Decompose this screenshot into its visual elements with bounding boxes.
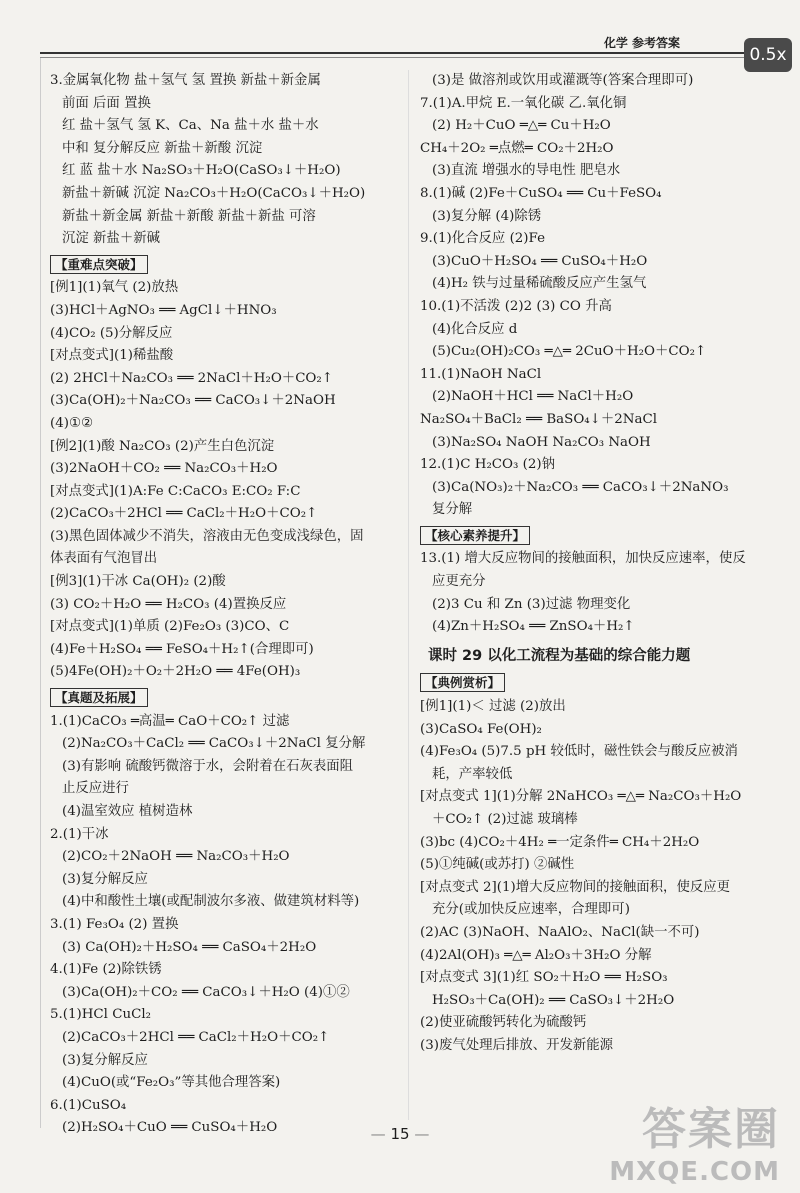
answer-line: (3)Ca(NO₃)₂＋Na₂CO₃ ══ CaCO₃↓＋2NaNO₃ bbox=[432, 479, 729, 495]
header-rule-thin bbox=[40, 57, 760, 58]
answer-line: (3)有影响 硫酸钙微溶于水，会附着在石灰表面阻 bbox=[62, 758, 354, 774]
answer-line: 1.(1)CaCO₃ ═高温═ CaO＋CO₂↑ 过滤 bbox=[50, 713, 290, 729]
answer-line: (4)温室效应 植树造林 bbox=[62, 804, 193, 819]
answer-line: (4)化合反应 d bbox=[432, 321, 518, 337]
answer-line: [对点变式](1)单质 (2)Fe₂O₃ (3)CO、C bbox=[50, 619, 290, 635]
answer-line: 新盐＋新金属 新盐＋新酸 新盐＋新盐 可溶 bbox=[62, 208, 316, 224]
answer-line: (3)CuO＋H₂SO₄ ══ CuSO₄＋H₂O bbox=[432, 253, 648, 269]
answer-line: 前面 后面 置换 bbox=[62, 95, 151, 111]
header-rule bbox=[40, 52, 760, 54]
section-heading: 【真题及拓展】 bbox=[50, 688, 148, 707]
answer-line: (2)Na₂CO₃＋CaCl₂ ══ CaCO₃↓＋2NaCl 复分解 bbox=[62, 736, 366, 752]
left-column bbox=[50, 70, 400, 1140]
answer-line: (2)AC (3)NaOH、NaAlO₂、NaCl(缺一不可) bbox=[420, 924, 700, 940]
answer-line: (3)bc (4)CO₂＋4H₂ ═一定条件═ CH₄＋2H₂O bbox=[420, 834, 700, 850]
answer-line: (2)H₂SO₄＋CuO ══ CuSO₄＋H₂O bbox=[62, 1120, 278, 1136]
answer-line: (3)Ca(OH)₂＋CO₂ ══ CaCO₃↓＋H₂O (4)①② bbox=[62, 984, 350, 1000]
answer-line: (2)CO₂＋2NaOH ══ Na₂CO₃＋H₂O bbox=[62, 849, 290, 865]
answer-line: 13.(1) 增大反应物间的接触面积，加快反应速率，使反 bbox=[420, 551, 746, 567]
answer-line: 体表面有气泡冒出 bbox=[50, 551, 158, 567]
answer-line: (4)Fe＋H₂SO₄ ══ FeSO₄＋H₂↑(合理即可) bbox=[50, 641, 314, 657]
page-header bbox=[40, 34, 760, 56]
watermark-logo: 答案圈 bbox=[642, 1104, 780, 1155]
section-heading-wrap bbox=[420, 522, 765, 549]
section-heading: 【典例赏析】 bbox=[420, 673, 505, 692]
answer-line: (3)Na₂SO₄ NaOH Na₂CO₃ NaOH bbox=[432, 434, 651, 450]
answer-line: 红 蓝 盐＋水 Na₂SO₃＋H₂O(CaSO₃↓＋H₂O) bbox=[62, 163, 341, 179]
answer-line: [对点变式 2](1)增大反应物间的接触面积，使反应更 bbox=[420, 879, 731, 895]
answer-line: (2)3 Cu 和 Zn (3)过滤 物理变化 bbox=[432, 596, 631, 612]
answer-line: 6.(1)CuSO₄ bbox=[50, 1097, 127, 1113]
answer-line: (5)Cu₂(OH)₂CO₃ ═△═ 2CuO＋H₂O＋CO₂↑ bbox=[432, 344, 707, 360]
answer-line: 10.(1)不活泼 (2)2 (3) CO 升高 bbox=[420, 298, 612, 314]
header-title: 化学 参考答案 bbox=[603, 36, 680, 50]
answer-line: [例2](1)酸 Na₂CO₃ (2)产生白色沉淀 bbox=[50, 438, 275, 454]
answer-line: (5)①纯碱(或苏打) ②碱性 bbox=[420, 857, 575, 873]
answer-line: ＋CO₂↑ (2)过滤 玻璃棒 bbox=[432, 812, 578, 827]
answer-line: (4)CuO(或“Fe₂O₃”等其他合理答案) bbox=[62, 1075, 281, 1091]
answer-line: 复分解 bbox=[432, 502, 473, 518]
answer-line: [对点变式](1)A:Fe C:CaCO₃ E:CO₂ F:C bbox=[50, 483, 301, 499]
answer-line: 新盐＋新碱 沉淀 Na₂CO₃＋H₂O(CaCO₃↓＋H₂O) bbox=[62, 185, 366, 201]
answer-line: (2)使亚硫酸钙转化为硫酸钙 bbox=[420, 1015, 587, 1031]
answer-line: (3)复分解 (4)除锈 bbox=[432, 208, 542, 224]
answer-line: (3)复分解反应 bbox=[62, 871, 148, 887]
section-heading-wrap bbox=[50, 251, 400, 278]
answer-line: 红 盐＋氢气 氢 K、Ca、Na 盐＋水 盐＋水 bbox=[62, 118, 319, 134]
watermark bbox=[609, 1093, 780, 1187]
section-heading: 【核心素养提升】 bbox=[420, 526, 530, 545]
answer-line: 9.(1)化合反应 (2)Fe bbox=[420, 231, 546, 247]
answer-line: (4)H₂ 铁与过量稀硫酸反应产生氢气 bbox=[432, 276, 647, 292]
answer-line: (2) H₂＋CuO ═△═ Cu＋H₂O bbox=[432, 118, 611, 134]
column-divider bbox=[408, 70, 409, 1120]
answer-line: 8.(1)碱 (2)Fe＋CuSO₄ ══ Cu＋FeSO₄ bbox=[420, 185, 662, 201]
answer-line: 止反应进行 bbox=[62, 781, 129, 797]
answer-line: (3) CO₂＋H₂O ══ H₂CO₃ (4)置换反应 bbox=[50, 596, 287, 612]
section-heading-wrap bbox=[420, 669, 765, 696]
zoom-badge[interactable]: 0.5x bbox=[744, 38, 792, 72]
answer-line: Na₂SO₄＋BaCl₂ ══ BaSO₄↓＋2NaCl bbox=[420, 411, 658, 427]
answer-line: (2)NaOH＋HCl ══ NaCl＋H₂O bbox=[432, 389, 634, 405]
answer-line: [对点变式 3](1)红 SO₂＋H₂O ══ H₂SO₃ bbox=[420, 970, 668, 986]
answer-line: (3)直流 增强水的导电性 肥皂水 bbox=[432, 163, 621, 179]
answer-line: (4)2Al(OH)₃ ═△═ Al₂O₃＋3H₂O 分解 bbox=[420, 947, 652, 963]
answer-line: (2) 2HCl＋Na₂CO₃ ══ 2NaCl＋H₂O＋CO₂↑ bbox=[50, 370, 334, 386]
answer-line: (2)CaCO₃＋2HCl ══ CaCl₂＋H₂O＋CO₂↑ bbox=[50, 506, 318, 522]
answer-line: [例1](1)氧气 (2)放热 bbox=[50, 280, 179, 296]
answer-line: (3)黑色固体减少不消失，溶液由无色变成浅绿色，固 bbox=[50, 528, 364, 544]
answer-line: 3.(1) Fe₃O₄ (2) 置换 bbox=[50, 916, 179, 932]
section-heading: 【重难点突破】 bbox=[50, 255, 148, 274]
answer-line: (4)中和酸性土壤(或配制波尔多液、做建筑材料等) bbox=[62, 894, 360, 910]
answer-line: CH₄＋2O₂ ═点燃═ CO₂＋2H₂O bbox=[420, 140, 614, 156]
answer-line: [对点变式](1)稀盐酸 bbox=[50, 348, 174, 364]
answer-line: (4)①② bbox=[50, 415, 93, 431]
answer-line: (4)Zn＋H₂SO₄ ══ ZnSO₄＋H₂↑ bbox=[432, 619, 635, 635]
page-number: — 15 — bbox=[0, 1125, 800, 1143]
answer-line: 2.(1)干冰 bbox=[50, 826, 109, 842]
answer-line: [对点变式 1](1)分解 2NaHCO₃ ═△═ Na₂CO₃＋H₂O bbox=[420, 789, 742, 805]
answer-line: 中和 复分解反应 新盐＋新酸 沉淀 bbox=[62, 140, 263, 156]
answer-line: 4.(1)Fe (2)除铁锈 bbox=[50, 962, 162, 978]
answer-line: (4)CO₂ (5)分解反应 bbox=[50, 325, 173, 341]
answer-line: (2)CaCO₃＋2HCl ══ CaCl₂＋H₂O＋CO₂↑ bbox=[62, 1029, 330, 1045]
right-column bbox=[420, 70, 765, 1058]
watermark-url: MXQE.COM bbox=[609, 1157, 780, 1187]
answer-line: (3) Ca(OH)₂＋H₂SO₄ ══ CaSO₄＋2H₂O bbox=[62, 939, 317, 955]
answer-line: 3.金属氧化物 盐＋氢气 氢 置换 新盐＋新金属 bbox=[50, 73, 321, 88]
answer-line: (3)是 做溶剂或饮用或灌溉等(答案合理即可) bbox=[432, 73, 694, 88]
answer-line: 11.(1)NaOH NaCl bbox=[420, 366, 542, 382]
answer-line: 应更充分 bbox=[432, 574, 486, 590]
section-heading-wrap bbox=[50, 684, 400, 711]
answer-line: 12.(1)C H₂CO₃ (2)钠 bbox=[420, 457, 556, 473]
answer-line: H₂SO₃＋Ca(OH)₂ ══ CaSO₃↓＋2H₂O bbox=[432, 992, 675, 1008]
lesson-title: 课时 29 以化工流程为基础的综合能力题 bbox=[428, 647, 691, 664]
answer-line: (4)Fe₃O₄ (5)7.5 pH 较低时，磁性铁会与酸反应被消 bbox=[420, 744, 738, 760]
answer-line: 7.(1)A.甲烷 E.一氧化碳 乙.氧化铜 bbox=[420, 95, 627, 111]
answer-line: (3)复分解反应 bbox=[62, 1052, 148, 1068]
answer-line: (5)4Fe(OH)₂＋O₂＋2H₂O ══ 4Fe(OH)₃ bbox=[50, 664, 301, 680]
answer-line: (3)废气处理后排放、开发新能源 bbox=[420, 1037, 614, 1053]
answer-line: [例3](1)干冰 Ca(OH)₂ (2)酸 bbox=[50, 574, 226, 590]
answer-line: (3)Ca(OH)₂＋Na₂CO₃ ══ CaCO₃↓＋2NaOH bbox=[50, 393, 336, 409]
margin-rule bbox=[40, 58, 41, 1128]
answer-line: (3)CaSO₄ Fe(OH)₂ bbox=[420, 721, 542, 737]
answer-line: 沉淀 新盐＋新碱 bbox=[62, 231, 160, 247]
answer-line: [例1](1)＜ 过滤 (2)放出 bbox=[420, 699, 566, 715]
answer-line: (3)2NaOH＋CO₂ ══ Na₂CO₃＋H₂O bbox=[50, 461, 278, 477]
answer-line: 耗，产率较低 bbox=[432, 766, 513, 782]
answer-line: 充分(或加快反应速率，合理即可) bbox=[432, 902, 630, 918]
answer-line: (3)HCl＋AgNO₃ ══ AgCl↓＋HNO₃ bbox=[50, 302, 277, 318]
answer-line: 5.(1)HCl CuCl₂ bbox=[50, 1007, 151, 1023]
